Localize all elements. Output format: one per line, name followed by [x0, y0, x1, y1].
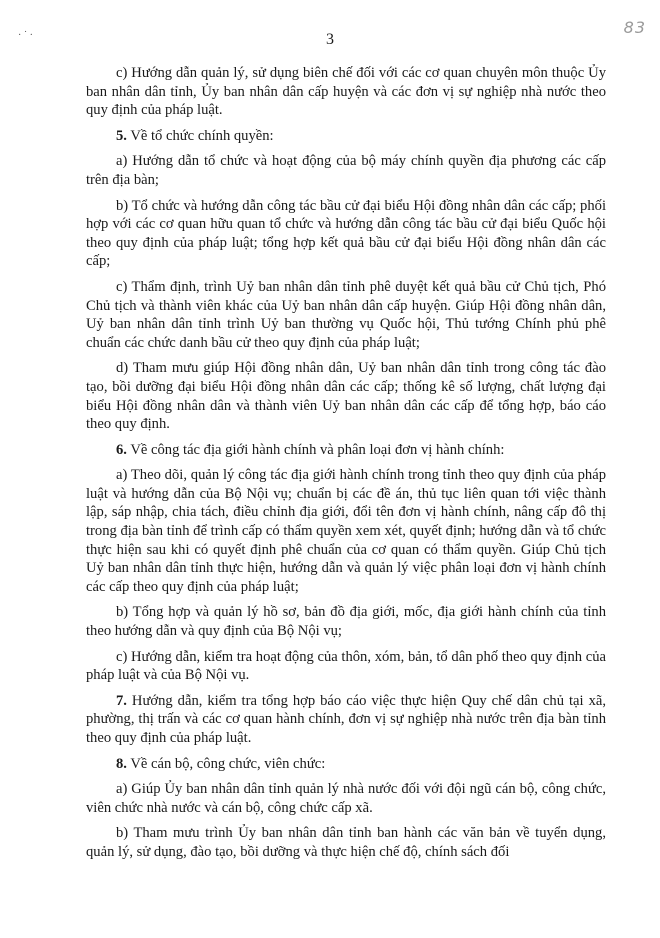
section-7-paragraph: 7. Hướng dẫn, kiểm tra tổng hợp báo cáo việc thực hiện Quy chế dân chủ tại xã, phường, thị trấn và các cơ quan hành chính, đơn vị sự nghiệp nhà nước trên địa bàn tỉnh theo quy định của pháp luật.: [86, 692, 606, 746]
paragraph-5d: d) Tham mưu giúp Hội đồng nhân dân, Uỷ ban nhân dân tỉnh trong công tác đào tạo, bồi dưỡng đại biểu Hội đồng nhân dân các cấp; thống kê số lượng, chất lượng đại biểu Hội đồng nhân dân và thành viên Uỷ ban nhân dân các cấp để tổng hợp, báo cáo theo quy định.: [86, 360, 606, 433]
paragraph-c-staffing: c) Hướng dẫn quản lý, sử dụng biên chế đối với các cơ quan chuyên môn thuộc Ủy ban nhân dân tỉnh, Ủy ban nhân dân cấp huyện và các đơn vị sự nghiệp nhà nước theo quy định của pháp luật.: [86, 65, 606, 119]
paragraph-6c: c) Hướng dẫn, kiểm tra hoạt động của thôn, xóm, bản, tổ dân phố theo quy định của pháp luật và của Bộ Nội vụ.: [86, 648, 606, 684]
section-5-heading: 5. Về tổ chức chính quyền:: [116, 127, 274, 144]
paragraph-5a: a) Hướng dẫn tổ chức và hoạt động của bộ máy chính quyền địa phương các cấp trên địa bàn;: [86, 153, 606, 188]
document-body: [86, 64, 606, 869]
page-number: 3: [326, 31, 334, 48]
paragraph-6a: a) Theo dõi, quản lý công tác địa giới hành chính trong tỉnh theo quy định của pháp luật và hướng dẫn của Bộ Nội vụ; chuẩn bị các đề án, thủ tục liên quan tới việc thành lập, sáp nhập, chia tách, điều chỉnh địa giới, đổi tên đơn vị hành chính, nâng cấp đô thị trong địa bàn tỉnh để trình cấp có thẩm quyền xem xét, quyết định; hướng dẫn và tổ chức thực hiện sau khi có quyết định phê chuẩn của cơ quan có thẩm quyền. Giúp Chủ tịch Uỷ ban nhân dân tỉnh thực hiện, hướng dẫn và quản lý việc phân loại đơn vị hành chính các cấp theo quy định của pháp luật;: [86, 467, 606, 595]
paragraph-6b: b) Tổng hợp và quản lý hồ sơ, bản đồ địa giới, mốc, địa giới hành chính của tỉnh theo hướng dẫn và quy định của Bộ Nội vụ;: [86, 604, 606, 640]
handwritten-page-number: 83: [623, 18, 646, 37]
paragraph-8b: b) Tham mưu trình Ủy ban nhân dân tỉnh ban hành các văn bản về tuyển dụng, quản lý, sử dụng, đào tạo, bồi dưỡng và thực hiện chế độ, chính sách đối: [86, 825, 606, 860]
scan-specks: · ˙ ·: [18, 30, 33, 41]
paragraph-8a: a) Giúp Ủy ban nhân dân tỉnh quản lý nhà nước đối với đội ngũ cán bộ, công chức, viên chức nhà nước và cán bộ, công chức cấp xã.: [86, 781, 606, 816]
section-8-heading: 8. Về cán bộ, công chức, viên chức:: [116, 755, 326, 772]
paragraph-5c: c) Thẩm định, trình Uỷ ban nhân dân tỉnh phê duyệt kết quả bầu cử Chủ tịch, Phó Chủ tịch và thành viên khác của Uỷ ban nhân dân cấp huyện. Giúp Hội đồng nhân dân, Uỷ ban nhân dân tỉnh trình Uỷ ban thường vụ Quốc hội, Thủ tướng Chính phủ phê chuẩn các chức danh bầu cử theo quy định của pháp luật;: [86, 278, 606, 351]
section-6-heading: 6. Về công tác địa giới hành chính và phân loại đơn vị hành chính:: [116, 441, 505, 458]
paragraph-5b: b) Tổ chức và hướng dẫn công tác bầu cử đại biểu Hội đồng nhân dân các cấp; phối hợp với các cơ quan hữu quan tổ chức và hướng dẫn công tác bầu cử đại biểu Quốc hội theo quy định của pháp luật; tổng hợp kết quả bầu cử đại biểu Hội đồng nhân dân các cấp;: [86, 197, 606, 270]
